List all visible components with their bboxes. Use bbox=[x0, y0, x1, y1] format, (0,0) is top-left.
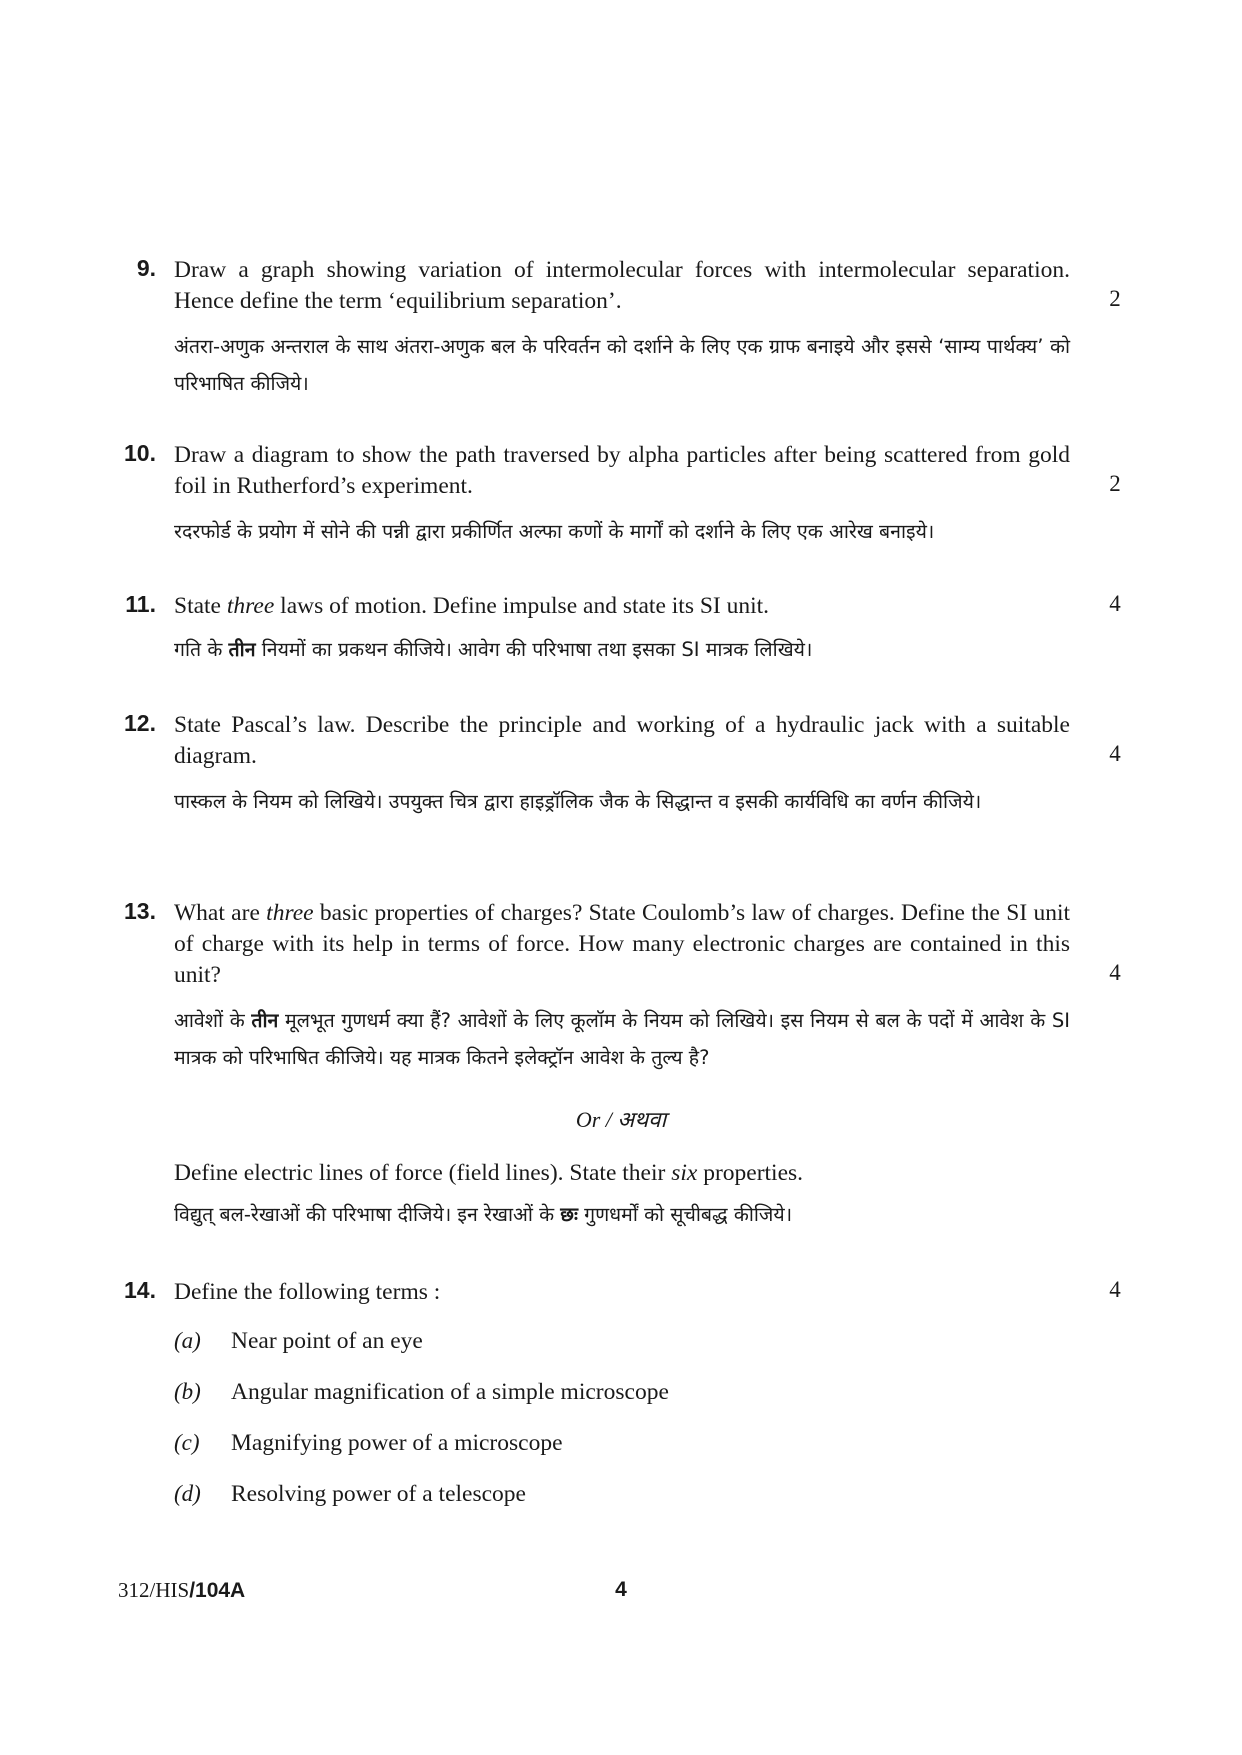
question-text-hindi: पास्कल के नियम को लिखिये। उपयुक्त चित्र द्वारा हाइड्रॉलिक जैक के सिद्धान्त व इसकी कार्यविधि का वर्णन कीजिये। bbox=[174, 790, 982, 813]
question-text-english: Define the following terms : bbox=[174, 1279, 441, 1305]
marks: 4 bbox=[1109, 741, 1121, 766]
sub-part-label: (c) bbox=[174, 1430, 200, 1455]
paper-code: 312/HIS/104A bbox=[118, 1578, 246, 1602]
question-text-hindi: अंतरा-अणुक अन्तराल के साथ अंतरा-अणुक बल के परिवर्तन को दर्शाने के लिए एक ग्राफ बनाइये और इससे ‘साम्य पार्थक्य’ को परिभाषित कीजिये। bbox=[174, 335, 1070, 395]
question-number: 9. bbox=[136, 255, 156, 281]
question-text-hindi: रदरफोर्ड के प्रयोग में सोने की पन्नी द्वारा प्रकीर्णित अल्फा कणों के मार्गों को दर्शाने के लिए एक आरेख बनाइये। bbox=[174, 520, 935, 543]
question-number: 10. bbox=[124, 440, 156, 466]
sub-part-text: Magnifying power of a microscope bbox=[231, 1430, 563, 1456]
question-text-english: Draw a diagram to show the path traversed by alpha particles after being scattered from gold foil in Rutherford’s experiment. bbox=[174, 442, 1070, 499]
sub-part-label: (d) bbox=[174, 1481, 201, 1506]
question-text-english: State Pascal’s law. Describe the principle and working of a hydraulic jack with a suitable diagram. bbox=[174, 712, 1070, 769]
marks: 4 bbox=[1109, 960, 1121, 985]
page-number: 4 bbox=[615, 1578, 627, 1601]
sub-part-label: (a) bbox=[174, 1328, 201, 1353]
question-text-english: Draw a graph showing variation of intermolecular forces with intermolecular separation. Hence define the term ‘equilibrium separation’. bbox=[174, 257, 1070, 314]
marks: 2 bbox=[1109, 471, 1121, 496]
or-separator: Or / अथवा bbox=[575, 1107, 667, 1132]
alternative-question-english: Define electric lines of force (field lines). State their six properties. bbox=[174, 1160, 804, 1186]
marks: 2 bbox=[1109, 286, 1121, 311]
question-number: 11. bbox=[125, 591, 156, 617]
question-text-english: State three laws of motion. Define impulse and state its SI unit. bbox=[174, 593, 770, 619]
question-number: 13. bbox=[124, 898, 156, 924]
question-text-english: What are three basic properties of charges? State Coulomb’s law of charges. Define the SI unit of charge with its help in terms of force. How many electronic charges are contained in this unit? bbox=[174, 900, 1070, 988]
sub-part-label: (b) bbox=[174, 1379, 201, 1404]
sub-part-text: Near point of an eye bbox=[231, 1328, 423, 1354]
question-text-hindi: आवेशों के तीन मूलभूत गुणधर्म क्या हैं? आवेशों के लिए कूलॉम के नियम को लिखिये। इस नियम से बल के पदों में आवेश के SI मात्रक को परिभाषित कीजिये। यह मात्रक कितने इलेक्ट्रॉन आवेश के तुल्य है? bbox=[174, 1009, 1070, 1069]
question-text-hindi: गति के तीन नियमों का प्रकथन कीजिये। आवेग की परिभाषा तथा इसका SI मात्रक लिखिये। bbox=[174, 638, 813, 661]
question-number: 14. bbox=[124, 1277, 156, 1303]
question-number: 12. bbox=[124, 710, 156, 736]
marks: 4 bbox=[1109, 1277, 1121, 1302]
alternative-question-hindi: विद्युत् बल-रेखाओं की परिभाषा दीजिये। इन रेखाओं के छः गुणधर्मों को सूचीबद्ध कीजिये। bbox=[174, 1203, 793, 1226]
sub-part-text: Resolving power of a telescope bbox=[231, 1481, 526, 1507]
sub-part-text: Angular magnification of a simple microscope bbox=[231, 1379, 669, 1405]
marks: 4 bbox=[1109, 591, 1121, 616]
